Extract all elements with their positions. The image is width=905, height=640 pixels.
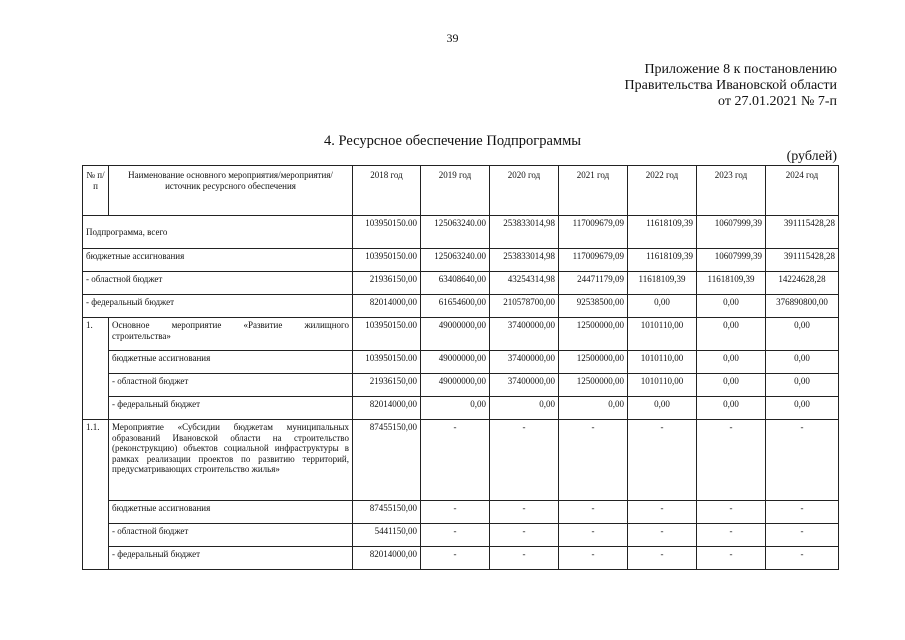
activity-name: Мероприятие «Субсидии бюджетам муниципальных образований Ивановской области на строительство (реконструкцию) объектов социальной инфраструктуры в рамках реализации проектов по развитию территорий, предусматривающих строительство жилья» (109, 420, 353, 501)
header-cell: 2024 год (766, 166, 839, 216)
value-cell: - (421, 420, 490, 501)
value-cell: 253833014,98 (490, 249, 559, 272)
value-cell: - (628, 547, 697, 570)
row-label: - федеральный бюджет (109, 397, 353, 420)
value-cell: 103950150.00 (353, 249, 421, 272)
table-row (83, 318, 839, 351)
row-number: 1. (83, 318, 109, 420)
value-cell: - (766, 420, 839, 501)
value-cell: 0,00 (697, 318, 766, 351)
header-cell: 2020 год (490, 166, 559, 216)
row-label: бюджетные ассигнования (83, 249, 353, 272)
value-cell: 0,00 (559, 397, 628, 420)
value-cell: - (559, 524, 628, 547)
value-cell: - (766, 547, 839, 570)
units-label: (рублей) (786, 149, 837, 164)
value-cell: 21936150,00 (353, 374, 421, 397)
value-cell: 87455150,00 (353, 420, 421, 501)
value-cell: - (490, 501, 559, 524)
value-cell: 37400000,00 (490, 374, 559, 397)
table-row (83, 295, 839, 318)
value-cell: 11618109,39 (628, 249, 697, 272)
value-cell: 117009679,09 (559, 249, 628, 272)
value-cell: - (421, 524, 490, 547)
value-cell: 0,00 (766, 374, 839, 397)
value-cell: 37400000,00 (490, 351, 559, 374)
value-cell: 10607999,39 (697, 249, 766, 272)
value-cell: 0,00 (490, 397, 559, 420)
value-cell: - (490, 547, 559, 570)
table-header-row (83, 166, 839, 216)
value-cell: - (697, 501, 766, 524)
value-cell: 10607999,39 (697, 216, 766, 249)
value-cell: 49000000,00 (421, 318, 490, 351)
value-cell: 1010110,00 (628, 351, 697, 374)
value-cell: 1010110,00 (628, 318, 697, 351)
appendix-line-1: Приложение 8 к постановлению (644, 62, 837, 77)
resource-table (82, 165, 839, 570)
value-cell: - (697, 547, 766, 570)
value-cell: 0,00 (766, 397, 839, 420)
table-row (83, 351, 839, 374)
value-cell: 49000000,00 (421, 374, 490, 397)
value-cell: 0,00 (766, 351, 839, 374)
header-cell: 2018 год (353, 166, 421, 216)
value-cell: 0,00 (628, 295, 697, 318)
table-row (83, 420, 839, 501)
value-cell: 24471179,09 (559, 272, 628, 295)
value-cell: 12500000,00 (559, 318, 628, 351)
value-cell: 63408640,00 (421, 272, 490, 295)
row-number: 1.1. (83, 420, 109, 570)
value-cell: 43254314,98 (490, 272, 559, 295)
value-cell: - (628, 420, 697, 501)
value-cell: - (421, 501, 490, 524)
table-row (83, 272, 839, 295)
value-cell: - (559, 501, 628, 524)
row-label: - областной бюджет (109, 524, 353, 547)
value-cell: 117009679,09 (559, 216, 628, 249)
table-row (83, 547, 839, 570)
activity-name: Основное мероприятие «Развитие жилищного строительства» (109, 318, 353, 351)
header-cell: 2021 год (559, 166, 628, 216)
value-cell: - (697, 524, 766, 547)
value-cell: 92538500,00 (559, 295, 628, 318)
value-cell: 0,00 (697, 295, 766, 318)
value-cell: 0,00 (421, 397, 490, 420)
value-cell: 0,00 (697, 351, 766, 374)
appendix-line-2: Правительства Ивановской области (624, 78, 837, 93)
value-cell: 125063240.00 (421, 216, 490, 249)
value-cell: 87455150,00 (353, 501, 421, 524)
value-cell: 12500000,00 (559, 374, 628, 397)
table-row (83, 374, 839, 397)
value-cell: - (766, 501, 839, 524)
value-cell: 391115428,28 (766, 216, 839, 249)
value-cell: - (559, 547, 628, 570)
value-cell: 210578700,00 (490, 295, 559, 318)
value-cell: - (421, 547, 490, 570)
value-cell: 125063240.00 (421, 249, 490, 272)
row-label: Подпрограмма, всего (83, 216, 353, 249)
value-cell: 21936150,00 (353, 272, 421, 295)
header-cell: № п/п (83, 166, 109, 216)
value-cell: 11618109,39 (628, 272, 697, 295)
header-cell: 2023 год (697, 166, 766, 216)
table-row (83, 216, 839, 249)
value-cell: 103950150.00 (353, 318, 421, 351)
value-cell: 391115428,28 (766, 249, 839, 272)
value-cell: 0,00 (628, 397, 697, 420)
value-cell: 376890800,00 (766, 295, 839, 318)
value-cell: 12500000,00 (559, 351, 628, 374)
row-label: - областной бюджет (83, 272, 353, 295)
row-label: - областной бюджет (109, 374, 353, 397)
document-title: 4. Ресурсное обеспечение Подпрограммы (323, 133, 582, 149)
value-cell: - (559, 420, 628, 501)
page-number: 39 (446, 31, 459, 45)
value-cell: - (628, 524, 697, 547)
value-cell: 61654600,00 (421, 295, 490, 318)
value-cell: 82014000,00 (353, 547, 421, 570)
header-cell: 2019 год (421, 166, 490, 216)
value-cell: 11618109,39 (697, 272, 766, 295)
header-cell: Наименование основного мероприятия/мероприятия/источник ресурсного обеспечения (109, 166, 353, 216)
value-cell: - (490, 420, 559, 501)
value-cell: - (628, 501, 697, 524)
value-cell: 253833014,98 (490, 216, 559, 249)
table-row (83, 397, 839, 420)
row-label: - федеральный бюджет (109, 547, 353, 570)
appendix-header (625, 62, 837, 110)
value-cell: 1010110,00 (628, 374, 697, 397)
table-row (83, 524, 839, 547)
appendix-line-3: от 27.01.2021 № 7-п (718, 94, 837, 109)
table-row (83, 501, 839, 524)
row-label: бюджетные ассигнования (109, 351, 353, 374)
value-cell: 11618109,39 (628, 216, 697, 249)
value-cell: 49000000,00 (421, 351, 490, 374)
value-cell: 103950150.00 (353, 351, 421, 374)
row-label: - федеральный бюджет (83, 295, 353, 318)
table-row (83, 249, 839, 272)
value-cell: - (766, 524, 839, 547)
value-cell: 0,00 (697, 374, 766, 397)
value-cell: - (697, 420, 766, 501)
header-cell: 2022 год (628, 166, 697, 216)
value-cell: 0,00 (697, 397, 766, 420)
value-cell: 14224628,28 (766, 272, 839, 295)
value-cell: 103950150.00 (353, 216, 421, 249)
value-cell: 5441150,00 (353, 524, 421, 547)
value-cell: - (490, 524, 559, 547)
row-label: бюджетные ассигнования (109, 501, 353, 524)
value-cell: 82014000,00 (353, 295, 421, 318)
value-cell: 0,00 (766, 318, 839, 351)
value-cell: 82014000,00 (353, 397, 421, 420)
value-cell: 37400000,00 (490, 318, 559, 351)
